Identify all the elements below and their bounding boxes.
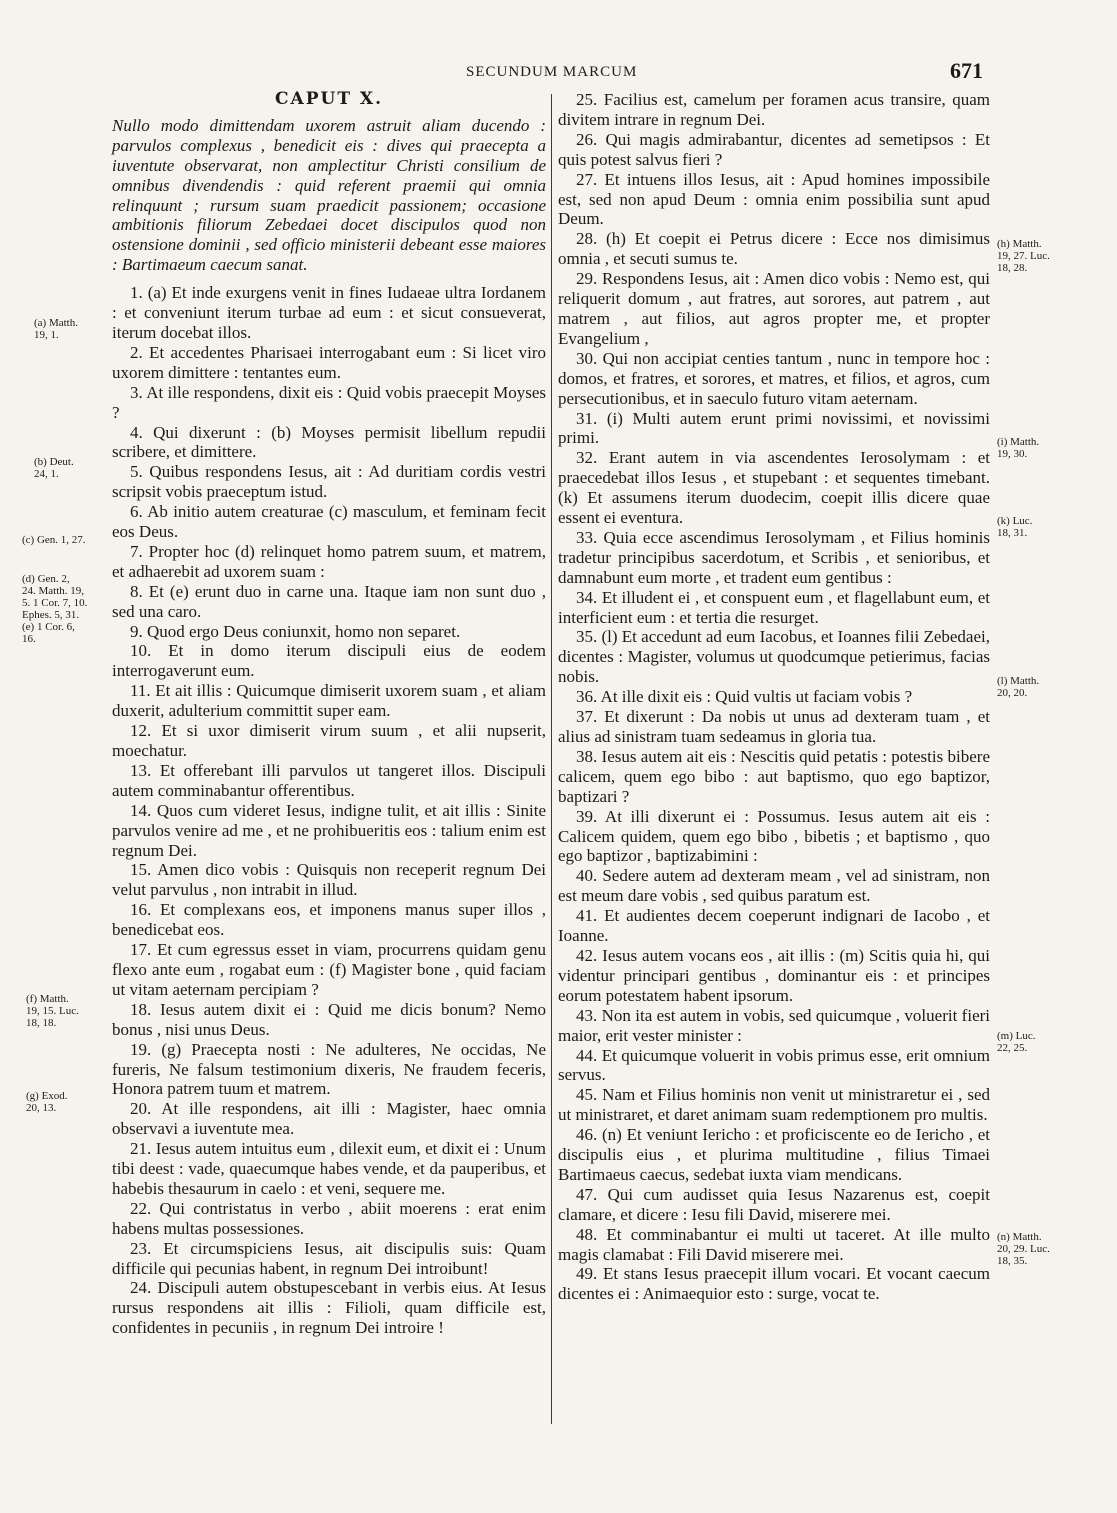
verse: 4. Qui dixerunt : (b) Moyses permisit libellum repudii scribere, et dimittere. [112,422,546,462]
margin-note: (a) Matth. 19, 1. [34,317,78,341]
verse: 49. Et stans Iesus praecepit illum vocari. Et vocant caecum dicentes ei : Animaequior esto : surge, vocat te. [558,1264,990,1304]
verse: 34. Et illudent ei , et conspuent eum , et flagellabunt eum, et interficient eum : et tertia die resurget. [558,587,990,627]
verse: 6. Ab initio autem creaturae (c) masculum, et feminam fecit eos Deus. [112,502,546,542]
verse: 31. (i) Multi autem erunt primi novissimi, et novissimi primi. [558,408,990,448]
margin-note: (k) Luc. 18, 31. [997,515,1033,539]
right-column [558,90,990,1304]
margin-note: (g) Exod. 20, 13. [26,1090,68,1114]
verse: 38. Iesus autem ait eis : Nescitis quid petatis : potestis bibere calicem, quem ego bibo : aut baptismo, quo ego baptizor, baptizari ? [558,746,990,806]
chapter-title: CAPUT X. [274,89,383,109]
margin-note: (d) Gen. 2, 24. Matth. 19, 5. 1 Cor. 7, 10. Ephes. 5, 31. (e) 1 Cor. 6, 16. [22,573,88,645]
verse: 14. Quos cum videret Iesus, indigne tulit, et ait illis : Sinite parvulos venire ad me , et ne prohibueritis eos : talium enim est regnum Dei. [112,800,546,860]
page-number: 671 [950,58,983,83]
verse: 40. Sedere autem ad dexteram meam , vel ad sinistram, non est meum dare vobis , sed quibus paratum est. [558,866,990,906]
verse: 21. Iesus autem intuitus eum , dilexit eum, et dixit ei : Unum tibi deest : vade, quaecumque habes vende, et da pauperibus, et habebis thesaurum in caelo : et veni, sequere me. [112,1139,546,1198]
verse: 25. Facilius est, camelum per foramen acus transire, quam divitem intrare in regnum Dei. [558,90,990,129]
verse: 9. Quod ergo Deus coniunxit, homo non separet. [130,621,461,641]
running-head: SECUNDUM MARCUM [466,64,638,80]
margin-note: (c) Gen. 1, 27. [22,534,86,546]
verse: 3. At ille respondens, dixit eis : Quid vobis praecepit Moyses ? [112,382,546,422]
verse: 15. Amen dico vobis : Quisquis non receperit regnum Dei velut parvulus , non intrabit in illud. [112,860,546,900]
verse: 2. Et accedentes Pharisaei interrogabant eum : Si licet viro uxorem dimittere : tentantes eum. [112,342,546,382]
verse: 32. Erant autem in via ascendentes Ierosolymam : et praecedebat illos Iesus , et stupebant : et sequentes timebant. (k) Et assumens iterum duodecim, coepit illis dicere quae essent ei eventura. [558,448,990,528]
margin-note: (i) Matth. 19, 30. [997,436,1040,460]
verse: 23. Et circumspiciens Iesus, ait discipulis suis: Quam difficile qui pecunias habent, in regnum Dei introibunt! [112,1238,546,1278]
verse: 46. (n) Et veniunt Iericho : et proficiscente eo de Iericho , et discipulis eius , et plurima multitudine , filius Timaei Bartimaeus caecus, sedebat iuxta viam mendicans. [558,1125,990,1184]
verse: 29. Respondens Iesus, ait : Amen dico vobis : Nemo est, qui reliquerit domum , aut fratres, aut sorores, aut patrem , aut matrem , aut filios, aut agros propter me, et propter Evangelium , [558,269,990,348]
margin-note: (h) Matth. 19, 27. Luc. 18, 28. [997,238,1050,274]
verse: 36. At ille dixit eis : Quid vultis ut faciam vobis ? [576,687,913,707]
verse: 12. Et si uxor dimiserit virum suum , et alii nupserit, moechatur. [112,721,546,760]
verse: 11. Et ait illis : Quicumque dimiserit uxorem suam , et aliam duxerit, adulterium committit super eam. [112,681,546,721]
verse: 47. Qui cum audisset quia Iesus Nazarenus est, coepit clamare, et dicere : Iesu fili David, miserere mei. [558,1184,990,1224]
verse: 17. Et cum egressus esset in viam, procurrens quidam genu flexo ante eum , rogabat eum : (f) Magister bone , quid faciam ut vitam aeternam percipiam ? [112,940,546,999]
verse: 48. Et comminabantur ei multi ut taceret. At ille multo magis clamabat : Fili David miserere mei. [558,1224,990,1264]
verse: 16. Et complexans eos, et imponens manus super illos , benedicebat eos. [112,900,546,940]
left-column [112,90,546,1338]
verse: 37. Et dixerunt : Da nobis ut unus ad dexteram tuam , et alius ad sinistram tuam sedeamus in gloria tua. [558,707,990,746]
verse: 7. Propter hoc (d) relinquet homo patrem suum, et matrem, et adhaerebit ad uxorem suam : [112,541,546,581]
right-verse-list [558,90,990,1304]
verse: 41. Et audientes decem coeperunt indignari de Iacobo , et Ioanne. [558,906,990,946]
verse: 42. Iesus autem vocans eos , ait illis : (m) Scitis quia hi, qui videntur principari gentibus , dominantur eis : et principes eorum potestatem habent ipsorum. [558,945,990,1005]
verse: 33. Quia ecce ascendimus Ierosolymam , et Filius hominis tradetur principibus sacerdotum, et Scribis , et senioribus, et damnabunt eum morte , et tradent eum gentibus : [558,527,990,587]
verse: 27. Et intuens illos Iesus, ait : Apud homines impossibile est, sed non apud Deum : omnia enim possibilia sunt apud Deum. [558,169,990,229]
verse: 10. Et in domo iterum discipuli eius de eodem interrogaverunt eum. [112,641,546,681]
verse: 8. Et (e) erunt duo in carne una. Itaque iam non sunt duo , sed una caro. [112,581,546,621]
column-divider [551,94,552,1424]
margin-note: (l) Matth. 20, 20. [997,675,1040,699]
verse: 19. (g) Praecepta nosti : Ne adulteres, Ne occidas, Ne fureris, Ne falsum testimonium dixeris, Ne fraudem feceris, Honora patrem tuum et matrem. [112,1039,546,1099]
verse: 35. (l) Et accedunt ad eum Iacobus, et Ioannes filii Zebedaei, dicentes : Magister, volumus ut quodcumque petierimus, facias nobis. [558,627,990,687]
verse: 28. (h) Et coepit ei Petrus dicere : Ecce nos dimisimus omnia , et secuti sumus te. [558,229,990,269]
margin-note: (f) Matth. 19, 15. Luc. 18, 18. [26,993,79,1029]
verse: 5. Quibus respondens Iesus, ait : Ad duritiam cordis vestri scripsit vobis praeceptum istud. [112,462,546,502]
verse: 20. At ille respondens, ait illi : Magister, haec omnia observavi a iuventute mea. [112,1099,546,1139]
verse: 39. At illi dixerunt ei : Possumus. Iesus autem ait eis : Calicem quidem, quem ego bibo , bibetis ; et baptismo , quo ego baptizor , baptizabimini : [558,806,990,866]
verse: 26. Qui magis admirabantur, dicentes ad semetipsos : Et quis potest salvus fieri ? [558,129,990,169]
verse: 22. Qui contristatus in verbo , abiit moerens : erat enim habens multas possessiones. [112,1198,546,1238]
margin-note: (m) Luc. 22, 25. [997,1030,1036,1054]
verse: 13. Et offerebant illi parvulos ut tangeret illos. Discipuli autem comminabantur offerentibus. [112,760,546,800]
verse: 24. Discipuli autem obstupescebant in verbis eius. At Iesus rursus respondens ait illis : Filioli, quam difficile est, confidentes in pecuniis , in regnum Dei introire ! [112,1278,546,1338]
verse: 45. Nam et Filius hominis non venit ut ministraretur ei , sed ut ministraret, et daret animam suam redemptionem pro multis. [558,1085,990,1125]
verse: 30. Qui non accipiat centies tantum , nunc in tempore hoc : domos, et fratres, et sorores, et matres, et filios, et agros, cum persecutionibus, et in saeculo futuro vitam aeternam. [558,348,990,408]
verse: 44. Et quicumque voluerit in vobis primus esse, erit omnium servus. [558,1045,990,1085]
chapter-summary: Nullo modo dimittendam uxorem astruit aliam ducendo : parvulos complexus , benedicit eis : dives qui praecepta a iuventute observarat, non amplectitur Christi consilium de omnibus divendendis : quid referent praemii qui omnia relinquunt ; rursum suam praedicit passionem; occasione ambitionis filiorum Zebedaei docet discipulos quod non ostensione dominii , sed officio ministerii debeant esse maiores : Bartimaeum caecum sanat. [112,115,546,275]
verse: 1. (a) Et inde exurgens venit in fines Iudaeae ultra Iordanem : et conveniunt iterum turbae ad eum : et sicut consueverat, iterum docebat illos. [112,283,546,342]
margin-note: (b) Deut. 24, 1. [34,456,74,480]
left-verse-list [112,283,546,1338]
verse: 18. Iesus autem dixit ei : Quid me dicis bonum? Nemo bonus , nisi unus Deus. [112,999,546,1039]
verse: 43. Non ita est autem in vobis, sed quicumque , voluerit fieri maior, erit vester minister : [558,1005,990,1045]
margin-note: (n) Matth. 20, 29. Luc. 18, 35. [997,1231,1050,1267]
